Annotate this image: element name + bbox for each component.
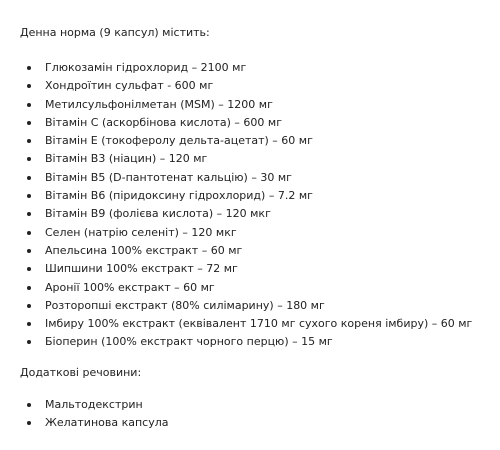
list-item: Шипшини 100% екстракт – 72 мг	[20, 262, 472, 280]
list-item: Глюкозамін гідрохлорид – 2100 мг	[20, 61, 472, 79]
list-item: Вітамін Е (токоферолу дельта-ацетат) – 60 мг	[20, 134, 472, 152]
list-item: Біоперин (100% екстракт чорного перцю) – 15 мг	[20, 335, 472, 353]
list-item: Імбиру 100% екстракт (еквівалент 1710 мг сухого кореня імбиру) – 60 мг	[20, 317, 472, 335]
list-item: Вітамін С (аскорбінова кислота) – 600 мг	[20, 116, 472, 134]
daily-intake-heading: Денна норма (9 капсул) містить:	[20, 26, 210, 39]
list-item: Селен (натрію селеніт) – 120 мкг	[20, 226, 472, 244]
list-item: Розторопші екстракт (80% силімарину) – 180 мг	[20, 299, 472, 317]
additional-list	[20, 398, 169, 435]
additional-heading: Додаткові речовини:	[20, 366, 142, 379]
list-item: Аронії 100% екстракт – 60 мг	[20, 281, 472, 299]
daily-intake-list	[20, 61, 472, 354]
list-item: Желатинова капсула	[20, 416, 169, 434]
list-item: Апельсина 100% екстракт – 60 мг	[20, 244, 472, 262]
list-item: Вітамін В6 (піридоксину гідрохлорид) – 7.2 мг	[20, 189, 472, 207]
list-item: Вітамін В9 (фолієва кислота) – 120 мкг	[20, 207, 472, 225]
list-item: Метилсульфонілметан (MSM) – 1200 мг	[20, 98, 472, 116]
list-item: Вітамін В3 (ніацин) – 120 мг	[20, 152, 472, 170]
list-item: Хондроїтин сульфат - 600 мг	[20, 79, 472, 97]
list-item: Вітамін В5 (D-пантотенат кальцію) – 30 мг	[20, 171, 472, 189]
list-item: Мальтодекстрин	[20, 398, 169, 416]
